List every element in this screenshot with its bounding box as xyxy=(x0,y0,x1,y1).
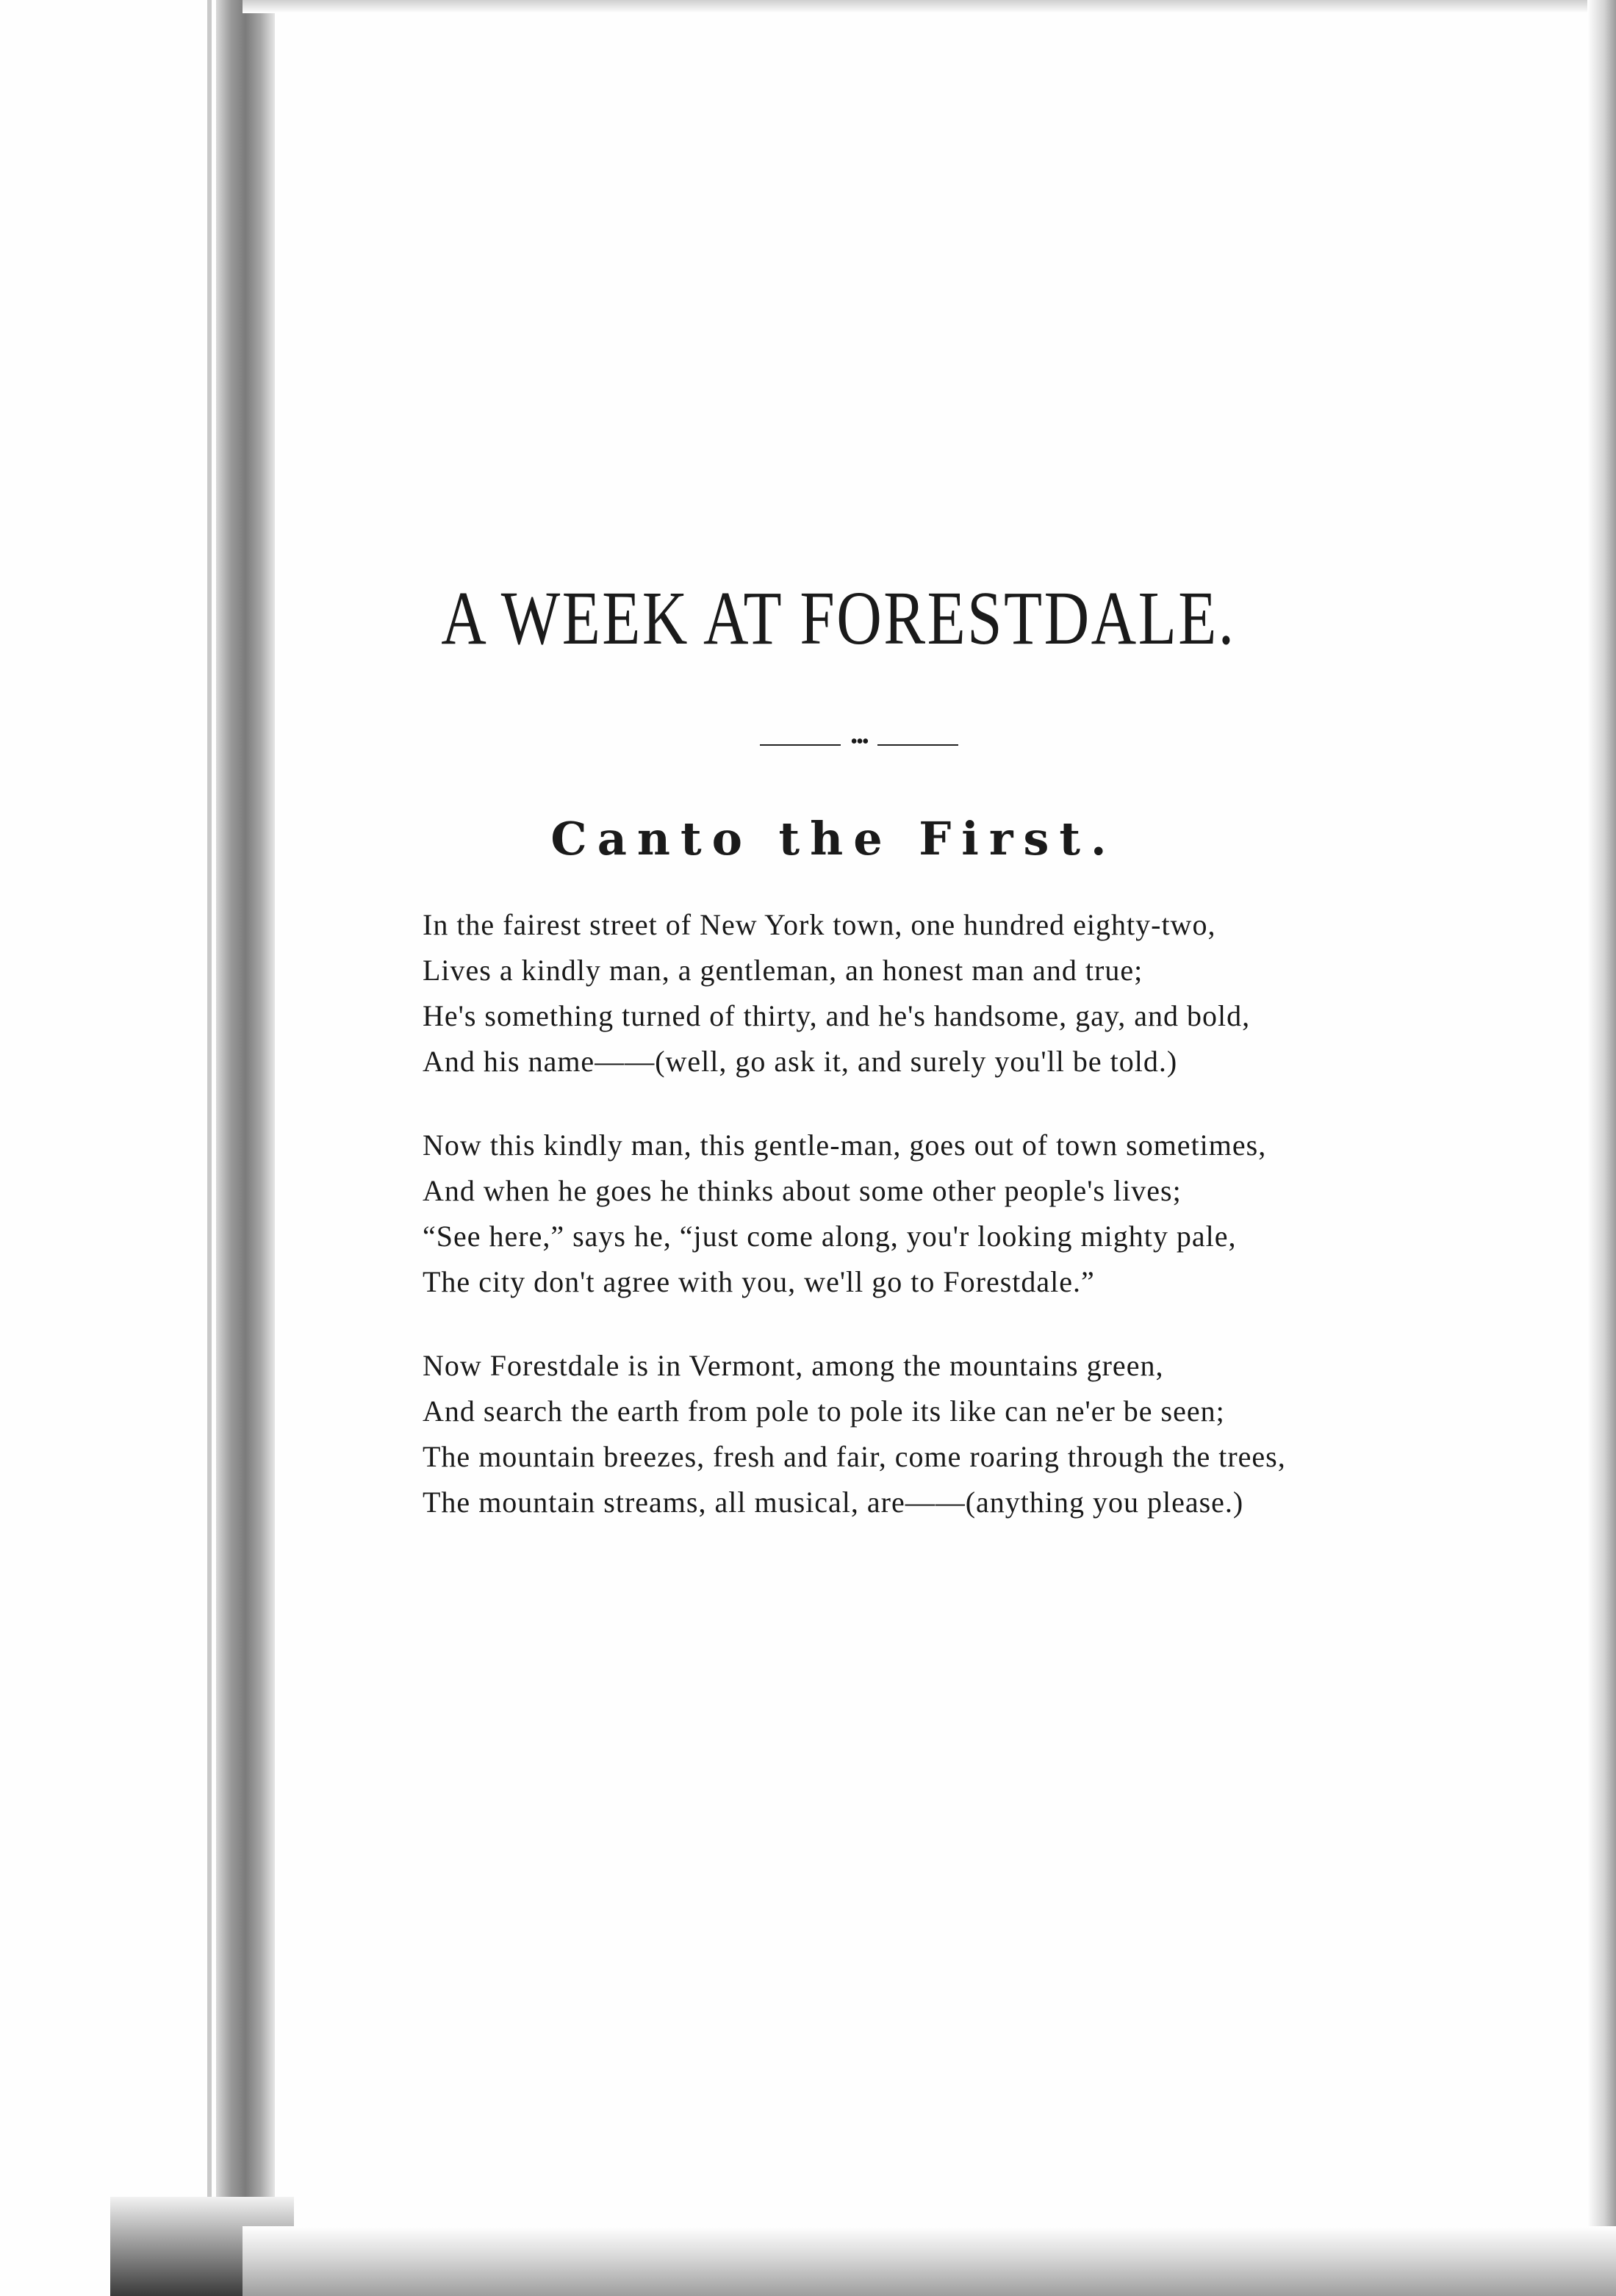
binding-gutter xyxy=(0,0,294,2296)
gutter-shadow-line xyxy=(207,0,212,2296)
poem-line: In the fairest street of New York town, one hundred eighty-two, xyxy=(423,908,1216,941)
stanza xyxy=(423,902,1286,1084)
poem-line: He's something turned of thirty, and he's handsome, gay, and bold, xyxy=(423,999,1251,1032)
poem-line: “See here,” says he, “just come along, you'r looking mighty pale, xyxy=(423,1220,1237,1253)
poem-line: Now this kindly man, this gentle-man, goes out of town sometimes, xyxy=(423,1129,1267,1162)
page-right-edge xyxy=(1587,0,1616,2296)
poem-line: Now Forestdale is in Vermont, among the mountains green, xyxy=(423,1349,1164,1382)
gutter-shadow-band xyxy=(216,0,275,2296)
ornament-rule-right xyxy=(877,744,958,746)
title-ornament xyxy=(760,730,958,757)
poem-line: And his name——(well, go ask it, and surely you'll be told.) xyxy=(423,1045,1178,1078)
page-bottom-edge xyxy=(243,2226,1616,2296)
poem-line: Lives a kindly man, a gentleman, an honest man and true; xyxy=(423,954,1143,987)
poem-line: And search the earth from pole to pole its like can ne'er be seen; xyxy=(423,1394,1225,1428)
stanza xyxy=(423,1123,1286,1305)
poem-body xyxy=(423,902,1286,1563)
ornament-dots: ••• xyxy=(850,730,868,753)
poem-line: The mountain streams, all musical, are——(anything you please.) xyxy=(423,1486,1244,1519)
poem-line: And when he goes he thinks about some other people's lives; xyxy=(423,1174,1182,1207)
poem-line: The mountain breezes, fresh and fair, come roaring through the trees, xyxy=(423,1440,1286,1473)
canto-heading: Canto the First. xyxy=(550,812,1117,866)
poem-line: The city don't agree with you, we'll go to Forestdale.” xyxy=(423,1265,1095,1298)
page-top-edge xyxy=(243,0,1616,13)
page-title: A WEEK AT FORESTDALE. xyxy=(441,576,1236,661)
ornament-rule-left xyxy=(760,744,841,746)
stanza xyxy=(423,1343,1286,1525)
